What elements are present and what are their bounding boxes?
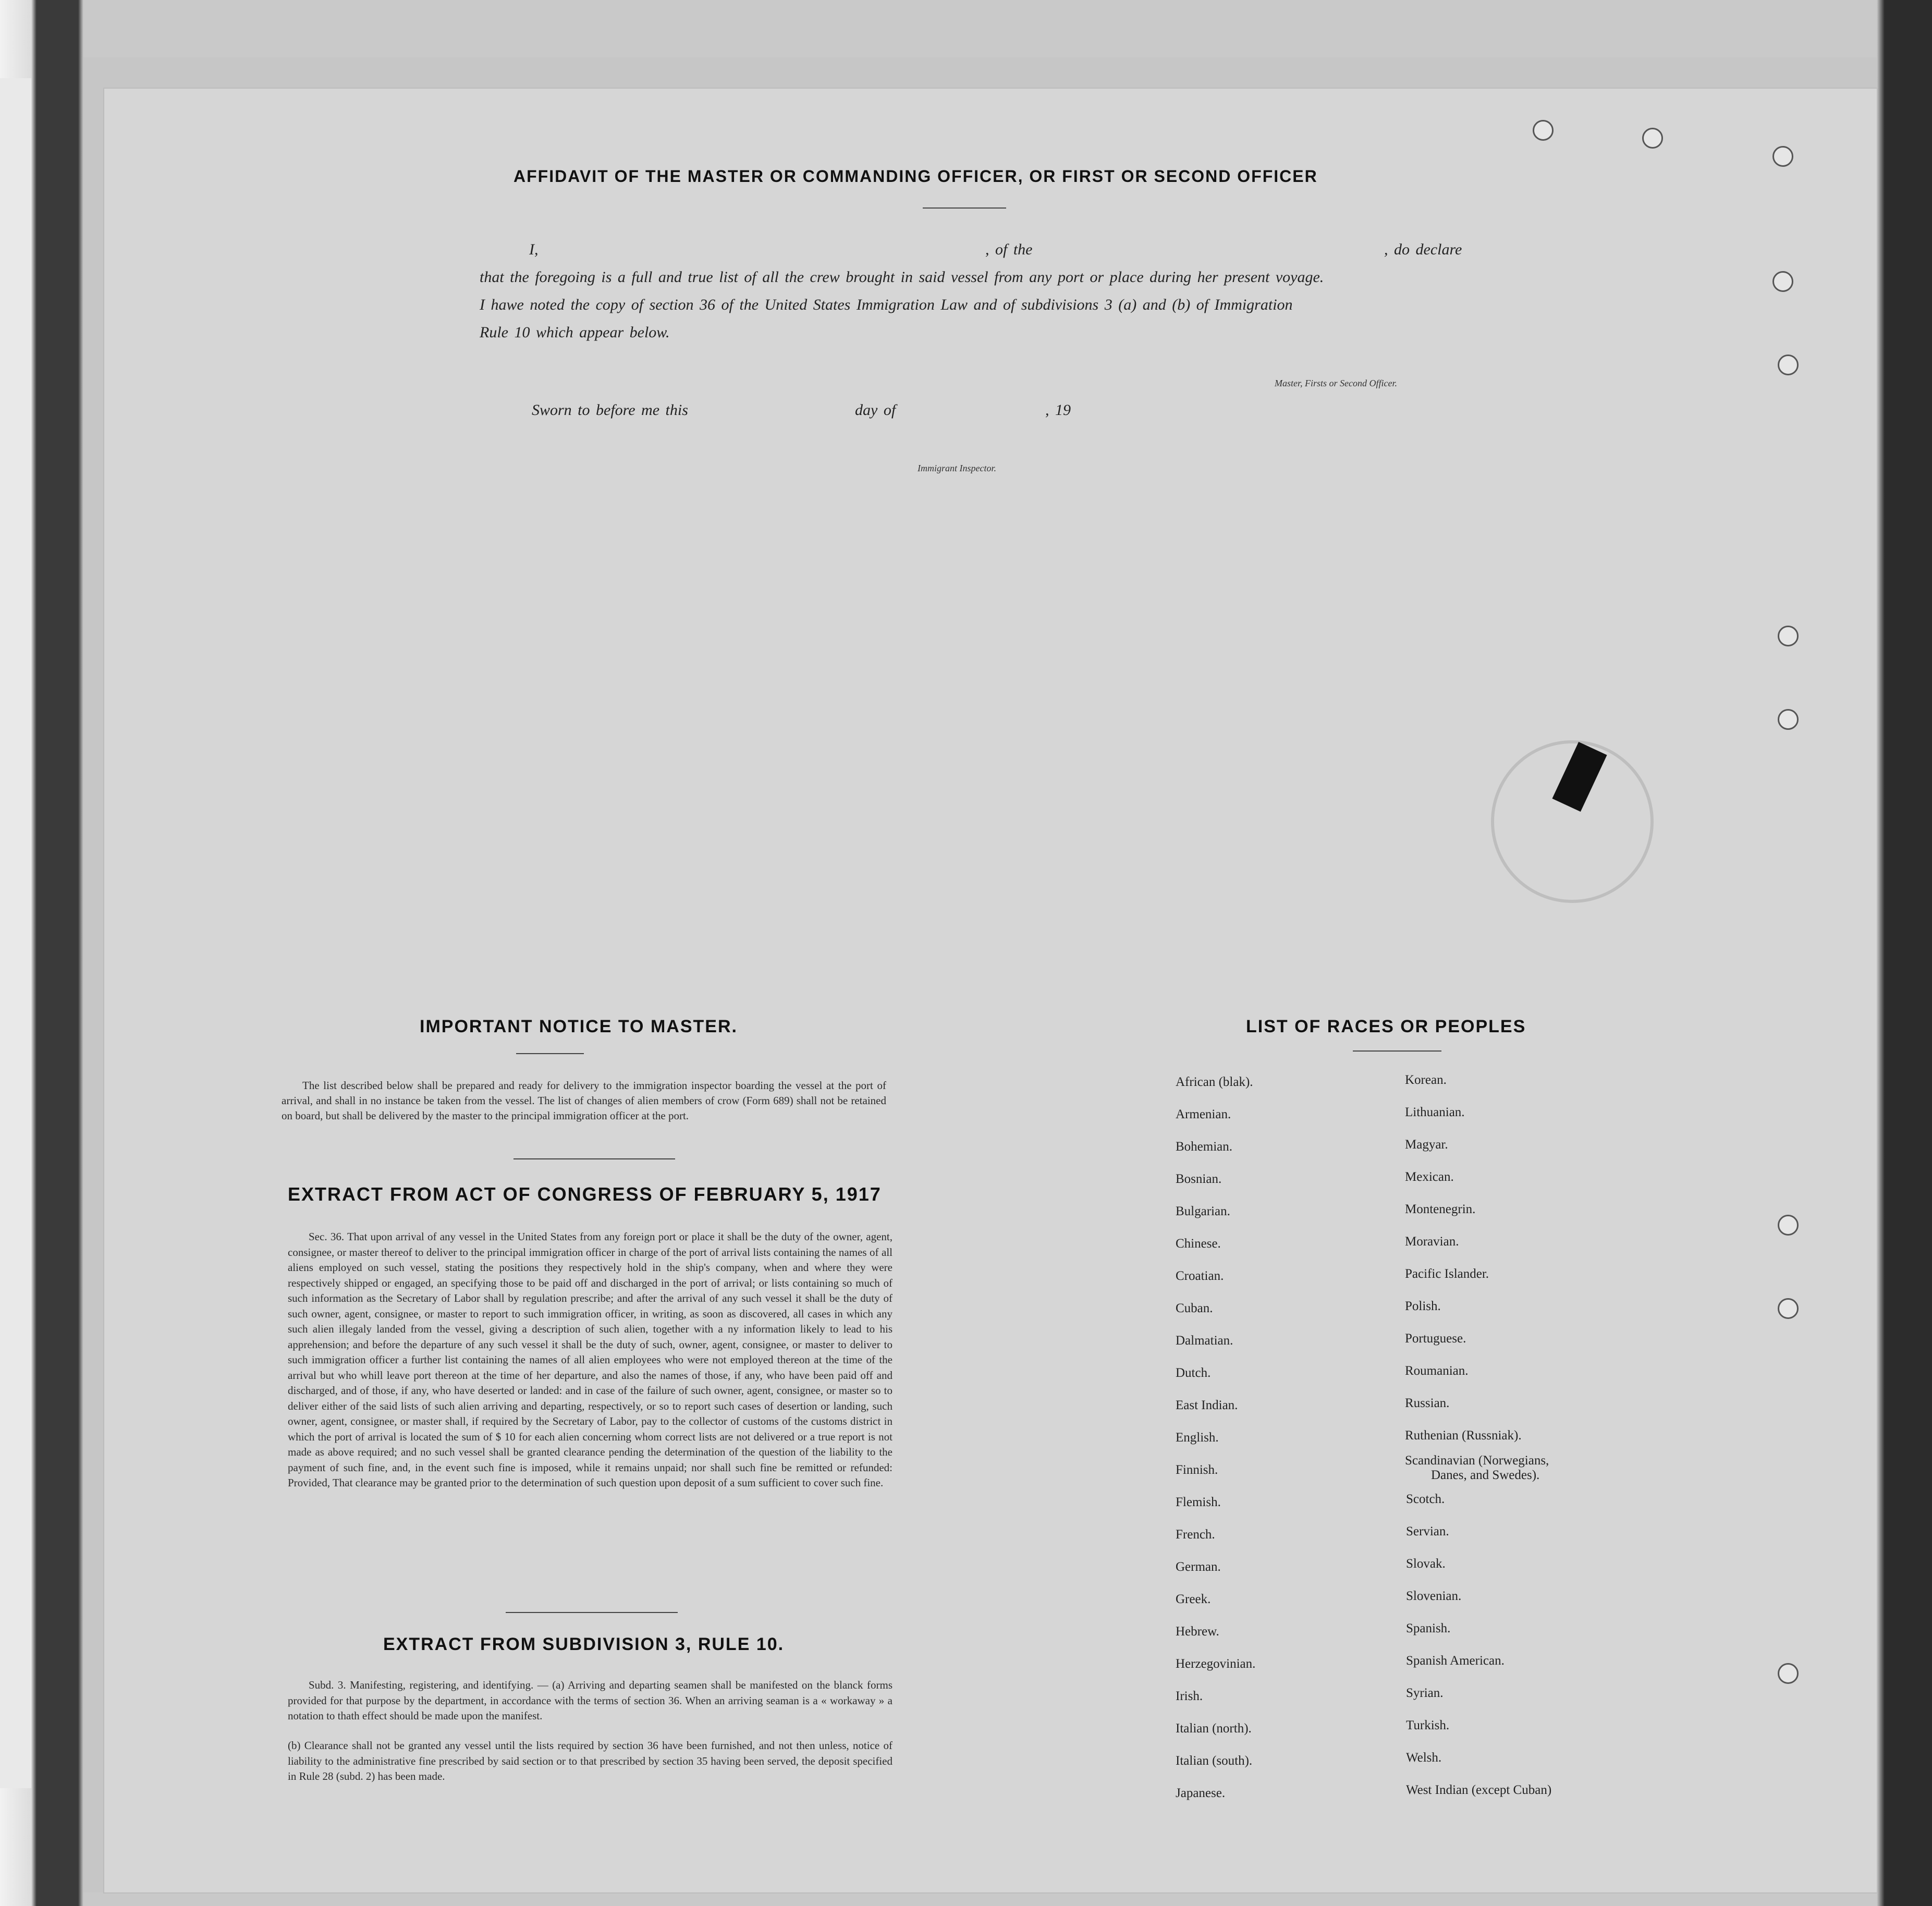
punch-hole	[1533, 120, 1554, 141]
punch-hole	[1642, 128, 1663, 149]
race-item: Bohemian.	[1176, 1140, 1233, 1154]
day-of-text: day of	[855, 401, 896, 419]
affidavit-line-3: I hawe noted the copy of section 36 of the United States Immigration Law and of subdivisions 3 (a) and (b) of Immigration	[480, 296, 1293, 313]
punch-hole	[1778, 1663, 1799, 1684]
race-item: Lithuanian.	[1405, 1105, 1465, 1119]
rule-extract-text-a: Subd. 3. Manifesting, registering, and identifying. — (a) Arriving and departing seamen shall be manifested on the blanck forms provided for that purpose by the department, in accordance with the terms of section 36. When an arriving seaman is a « workaway » a notation to thath effect should be made upon the manifest.	[288, 1679, 892, 1722]
race-item: Cuban.	[1176, 1301, 1213, 1315]
affidavit-i: I,	[529, 241, 539, 258]
affidavit-do-declare: , do declare	[1384, 241, 1462, 258]
race-item: Hebrew.	[1176, 1624, 1219, 1639]
adjacent-page-edge	[0, 78, 31, 1788]
race-item: Pacific Islander.	[1405, 1267, 1489, 1281]
race-item: Italian (south).	[1176, 1754, 1253, 1768]
race-item: English.	[1176, 1431, 1219, 1445]
race-item: Ruthenian (Russniak).	[1405, 1428, 1522, 1443]
race-item: West Indian (except Cuban)	[1406, 1783, 1552, 1797]
race-item: Greek.	[1176, 1592, 1211, 1606]
sworn-text: Sworn to before me this	[532, 401, 688, 419]
punch-hole	[1778, 709, 1799, 730]
notice-separator	[513, 1158, 675, 1159]
punch-hole	[1778, 626, 1799, 646]
race-item: Magyar.	[1405, 1138, 1448, 1152]
affidavit-title: AFFIDAVIT OF THE MASTER OR COMMANDING OFFICER, OR FIRST OR SECOND OFFICER	[513, 167, 1318, 186]
affidavit-of-the: , of the	[985, 241, 1033, 258]
race-item: Slovenian.	[1406, 1589, 1462, 1603]
race-item: German.	[1176, 1560, 1221, 1574]
race-item: Portuguese.	[1405, 1331, 1466, 1346]
race-item: Chinese.	[1176, 1237, 1221, 1251]
race-item: Korean.	[1405, 1073, 1447, 1087]
rule-extract-title: EXTRACT FROM SUBDIVISION 3, RULE 10.	[383, 1634, 785, 1654]
race-item: Japanese.	[1176, 1786, 1226, 1800]
race-item: Armenian.	[1176, 1107, 1231, 1121]
race-item: African (blak).	[1176, 1075, 1253, 1089]
race-item: Russian.	[1405, 1396, 1450, 1410]
race-item: Moravian.	[1405, 1235, 1459, 1249]
rule-extract-text-b: (b) Clearance shall not be granted any vessel until the lists required by section 36 have been furnished, and not then unless, notice of liability to the administrative fine prescribed by said section or to that prescribed by section 35 having been served, the deposit specified in Rule 28 (subd. 2) has been made.	[288, 1739, 892, 1782]
title-divider	[923, 207, 1006, 209]
race-item: Roumanian.	[1405, 1364, 1469, 1378]
race-item: Polish.	[1405, 1299, 1441, 1313]
race-item: Slovak.	[1406, 1557, 1446, 1571]
document-page	[104, 89, 1877, 1892]
races-title: LIST OF RACES OR PEOPLES	[1246, 1017, 1526, 1036]
affidavit-line-2: that the foregoing is a full and true list of all the crew brought in said vessel from any port or place during her present voyage.	[480, 268, 1324, 286]
race-item: Servian.	[1406, 1524, 1449, 1538]
race-item: Welsh.	[1406, 1751, 1442, 1765]
race-item: Dalmatian.	[1176, 1334, 1233, 1348]
race-item: Bulgarian.	[1176, 1204, 1230, 1218]
race-item: Croatian.	[1176, 1269, 1224, 1283]
race-item: Flemish.	[1176, 1495, 1221, 1509]
act-extract-title: EXTRACT FROM ACT OF CONGRESS OF FEBRUARY 5, 1917	[288, 1183, 882, 1205]
notice-title: IMPORTANT NOTICE TO MASTER.	[420, 1017, 738, 1036]
race-item: Mexican.	[1405, 1170, 1454, 1184]
act-separator	[506, 1612, 678, 1613]
punch-hole	[1778, 1215, 1799, 1236]
master-signature-label: Master, Firsts or Second Officer.	[1275, 378, 1397, 388]
race-item: Herzegovinian.	[1176, 1657, 1256, 1671]
races-divider	[1353, 1050, 1441, 1052]
inspector-signature-label: Immigrant Inspector.	[918, 463, 996, 473]
punch-hole	[1778, 355, 1799, 375]
race-item: Turkish.	[1406, 1718, 1450, 1732]
race-item: East Indian.	[1176, 1398, 1238, 1412]
notice-divider	[516, 1053, 584, 1054]
race-item: Irish.	[1176, 1689, 1203, 1703]
race-item: Syrian.	[1406, 1686, 1444, 1700]
year-text: , 19	[1045, 401, 1071, 419]
punch-hole	[1772, 146, 1793, 167]
act-extract-text: Sec. 36. That upon arrival of any vessel in the United States from any foreign port or place it shall be the duty of the owner, agent, consignee, or master thereof to deliver to the principal immigration officer in charge of the port of arrival lists containing the names of all aliens employed on such vessel, stating the positions they respectively hold in the ship's company, when and where they were respectively shipped or engaged, an specifying those to be paid off and discharged in the port of arrival; or lists containing so much of such information as the Secretary of Labor shall by regulation prescribe; and after the arrival of any such vessel it shall be the duty of such owner, agent, consignee, or master to report to such immigration officer, in writing, as soon as discovered, all cases in which any such alien illegaly landed from the vessel, giving a description of such alien, together with a ny information likely to lead to his apprehension; and before the departure of any such vessel it shall be the duty of such, owner, agent, consignee, or master to deliver to such immigration officer a further list containing the names of all alien employees who were not employed thereon at the time of the arrival but who whill leave port thereon at the time of her departure, and also the names of those, if any, who have been paid off and discharged, and of those, if any, who have deserted or landed: and in case of the failure of such owner, agent, consignee, or master so to deliver either of the said lists of such alien arriving and departing, respectively, or so to report such cases of desertion or landing, such owner, agent, consignee, or master shall, if required by the Secretary of Labor, pay to the collector of customs of the customs district in which the port of arrival is located the sum of $ 10 for each alien concerning whom correct lists are not delivered or a true report is not made as above required; and no such vessel shall be granted clearance pending the determination of the question of the liability to the payment of such fine, and, in the event such fine is imposed, while it remains unpaid; nor shall such fine be remitted or refunded: Provided, That clearance may be granted prior to the determination of such question upon deposit of a sum sufficient to cover such fine.	[288, 1230, 892, 1489]
notice-text: The list described below shall be prepared and ready for delivery to the immigration inspector boarding the vessel at the port of arrival, and shall in no instance be taken from the vessel. The list of changes of alien members of crow (Form 689) shall not be retained on board, but shall be delivered by the master to the principal immigration officer at the port.	[282, 1079, 886, 1122]
punch-hole	[1772, 271, 1793, 292]
punch-hole	[1778, 1298, 1799, 1319]
race-item: Bosnian.	[1176, 1172, 1222, 1186]
race-item: Montenegrin.	[1405, 1202, 1476, 1216]
race-item: Spanish.	[1406, 1621, 1451, 1635]
race-item: Spanish American.	[1406, 1654, 1505, 1668]
race-item: French.	[1176, 1528, 1215, 1542]
race-item: Finnish.	[1176, 1463, 1218, 1477]
race-item: Dutch.	[1176, 1366, 1211, 1380]
race-item: Scotch.	[1406, 1492, 1445, 1506]
race-item: Scandinavian (Norwegians, Danes, and Swedes).	[1405, 1453, 1549, 1482]
race-item: Italian (north).	[1176, 1721, 1252, 1736]
affidavit-line-4: Rule 10 which appear below.	[480, 324, 670, 341]
